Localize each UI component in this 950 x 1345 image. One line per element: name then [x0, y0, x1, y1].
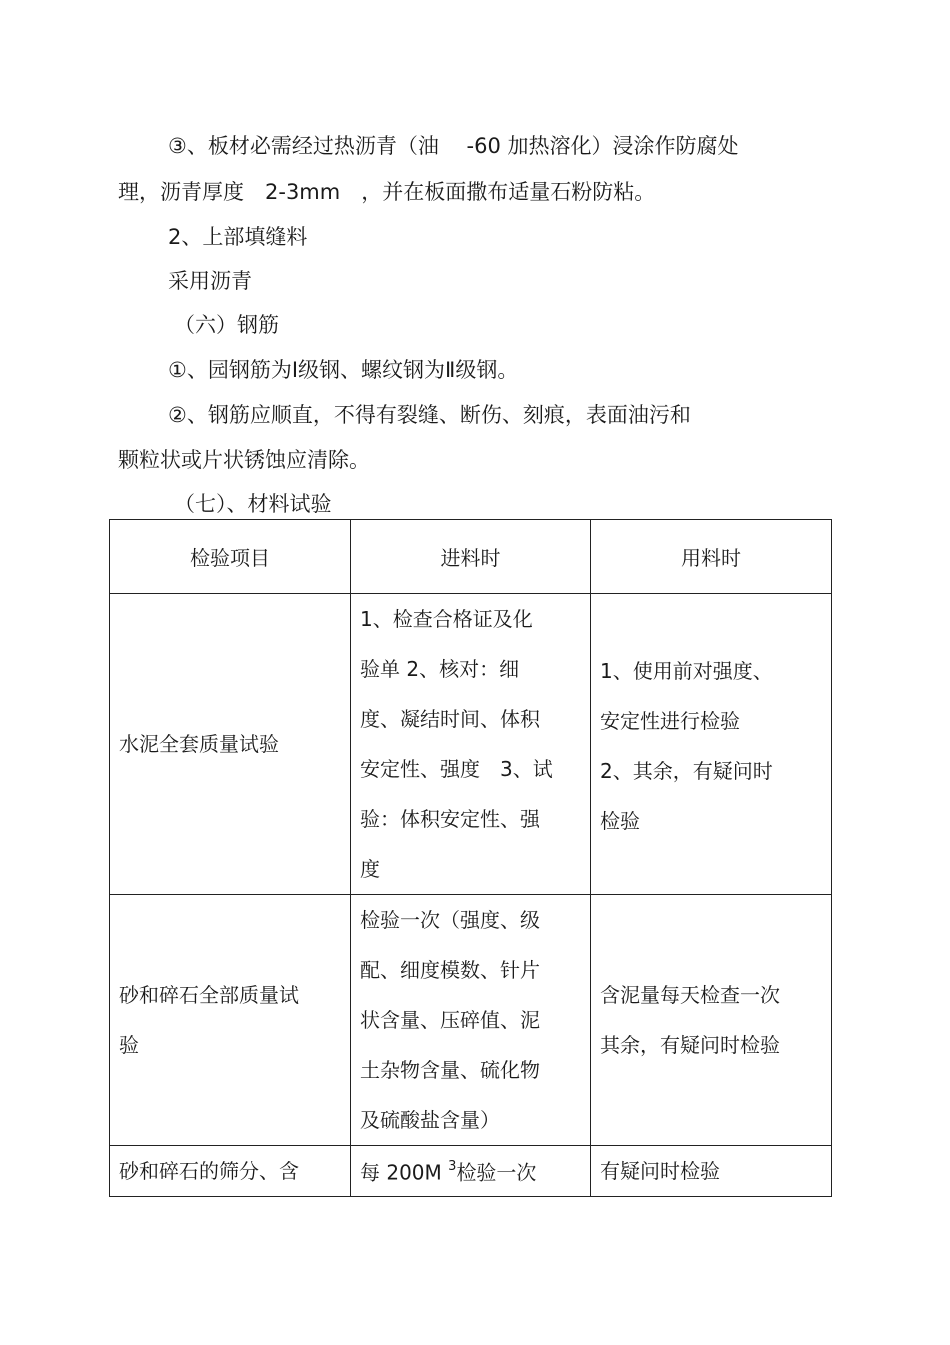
- table-row: [110, 895, 832, 1146]
- table-cell-incoming: [351, 594, 591, 895]
- section-heading: （六）钢筋: [174, 313, 279, 337]
- column-header: 用料时: [591, 520, 832, 594]
- cell-line: 砂和碎石的筛分、含: [119, 1158, 299, 1183]
- superscript: 3: [448, 1159, 457, 1174]
- cell-line: 1、检查合格证及化: [360, 607, 533, 631]
- cell-line: 砂和碎石全部质量试: [119, 983, 299, 1007]
- table-cell-item: [110, 594, 351, 895]
- paragraph-line: 采用沥青: [168, 269, 252, 293]
- table-header-row: [110, 520, 832, 594]
- paragraph-line: ③、板材必需经过热沥青（油 -60 加热溶化）浸涂作防腐处: [168, 134, 739, 158]
- table-cell-usage: [591, 895, 832, 1146]
- column-header: 检验项目: [110, 520, 351, 594]
- cell-line: 验: [119, 1033, 139, 1057]
- paragraph-line: 颗粒状或片状锈蚀应清除。: [118, 448, 370, 472]
- cell-line: [360, 1146, 581, 1196]
- paragraph-line: 理，沥青厚度 2-3mm ，并在板面撒布适量石粉防粘。: [118, 180, 656, 204]
- paragraph-line: ②、钢筋应顺直，不得有裂缝、断伤、刻痕，表面油污和: [168, 403, 691, 427]
- cell-line: 有疑问时检验: [600, 1158, 720, 1183]
- cell-line: 状含量、压碎值、泥: [360, 1008, 540, 1032]
- cell-line: 度、凝结时间、体积: [360, 707, 540, 731]
- cell-line: 2、其余，有疑问时: [600, 759, 773, 783]
- cell-line: 安定性进行检验: [600, 709, 740, 733]
- cell-line: 检验一次（强度、级: [360, 908, 540, 932]
- cell-text: 检验一次: [456, 1160, 537, 1185]
- cell-line: 安定性、强度 3、试: [360, 757, 553, 781]
- section-heading: 2、上部填缝料: [168, 225, 308, 249]
- cell-line: 度: [360, 857, 380, 881]
- table-cell-usage: [591, 594, 832, 895]
- table-row: [110, 1146, 832, 1197]
- cell-line: 其余，有疑问时检验: [600, 1033, 780, 1057]
- paragraph-line: ①、园钢筋为Ⅰ级钢、螺纹钢为Ⅱ级钢。: [168, 358, 519, 382]
- cell-line: 及硫酸盐含量）: [360, 1108, 500, 1132]
- cell-line: 水泥全套质量试验: [119, 732, 279, 756]
- table-row: [110, 594, 832, 895]
- cell-line: 土杂物含量、硫化物: [360, 1058, 540, 1082]
- cell-line: 检验: [600, 809, 640, 833]
- table-cell-incoming: [351, 1146, 591, 1197]
- cell-line: 配、细度模数、针片: [360, 958, 540, 982]
- table-cell-item: [110, 1146, 351, 1197]
- table-cell-incoming: [351, 895, 591, 1146]
- material-test-table: [109, 519, 832, 1197]
- section-heading: （七）、材料试验: [174, 492, 332, 516]
- cell-line: 验单 2、核对：细: [360, 657, 520, 681]
- cell-line: 验：体积安定性、强: [360, 807, 540, 831]
- cell-text: 每 200M: [360, 1160, 442, 1185]
- table-cell-usage: [591, 1146, 832, 1197]
- table-cell-item: [110, 895, 351, 1146]
- column-header: 进料时: [351, 520, 591, 594]
- cell-line: 1、使用前对强度、: [600, 659, 773, 683]
- cell-line: 含泥量每天检查一次: [600, 983, 780, 1007]
